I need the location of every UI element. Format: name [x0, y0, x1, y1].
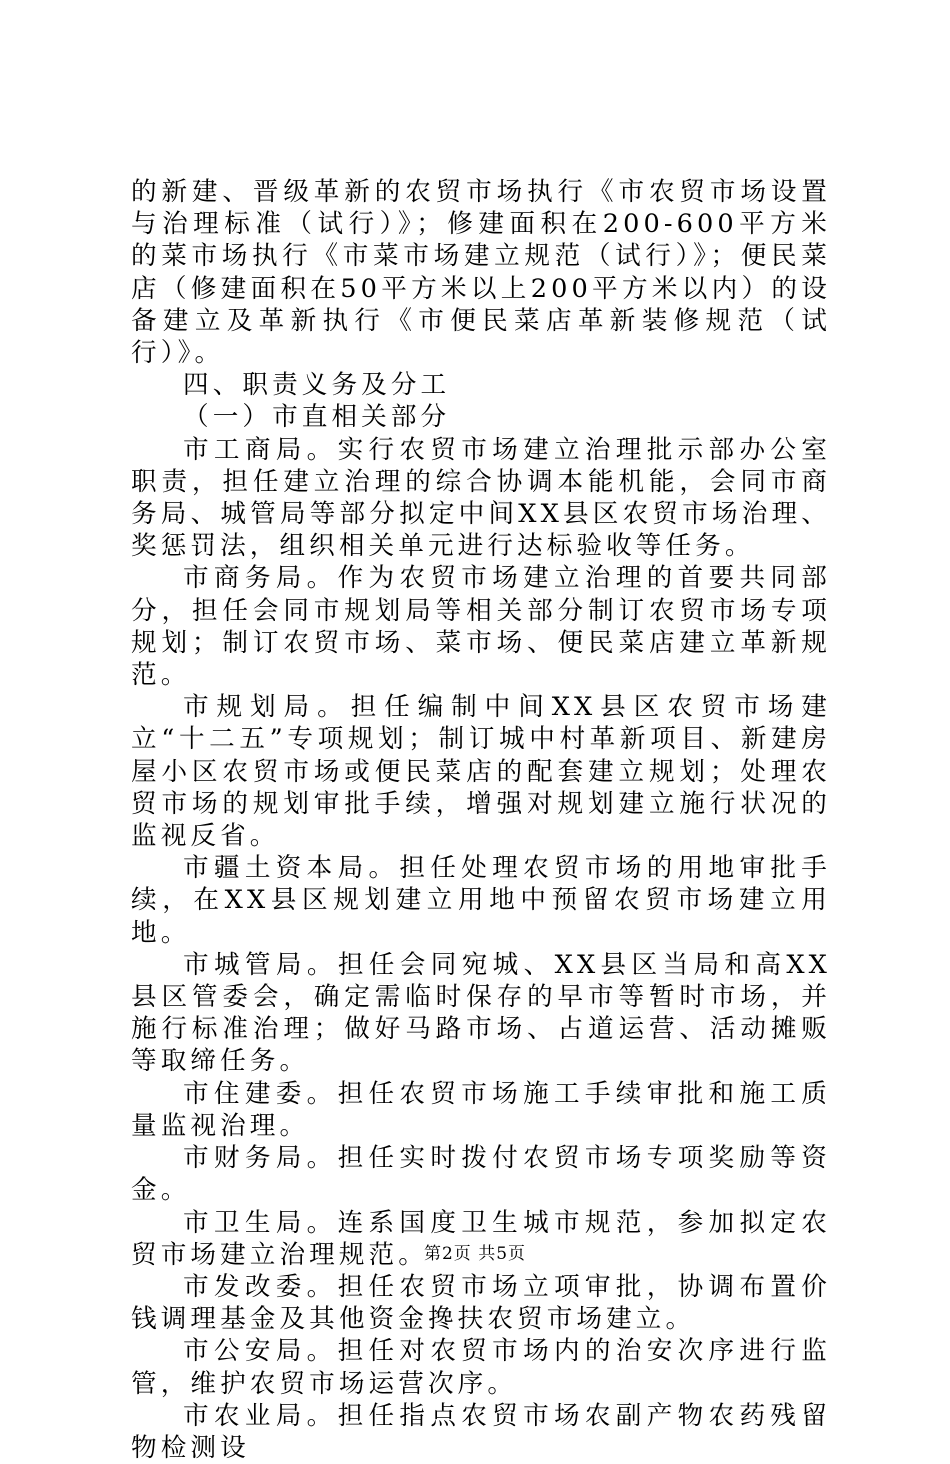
paragraph: 市商务局。作为农贸市场建立治理的首要共同部分，担任会同市规划局等相关部分制订农贸市场专项规划；制订农贸市场、菜市场、便民菜店建立革新规范。 [131, 563, 831, 691]
subsection-heading: （一）市直相关部分 [183, 402, 451, 433]
paragraph: 市住建委。担任农贸市场施工手续审批和施工质量监视治理。 [131, 1078, 831, 1141]
paragraph: 的新建、晋级革新的农贸市场执行《市农贸市场设置与治理标准（试行）》；修建面积在200-600平方米的菜市场执行《市菜市场建立规范（试行）》；便民菜店（修建面积在50平方米以上200平方米以内）的设备建立及革新执行《市便民菜店革新装修规范（试行）》。 [131, 177, 831, 369]
paragraph: 市疆土资本局。担任处理农贸市场的用地审批手续，在XX县区规划建立用地中预留农贸市场建立用地。 [131, 853, 831, 948]
paragraph: 市工商局。实行农贸市场建立治理批示部办公室职责，担任建立治理的综合协调本能机能，会同市商务局、城管局等部分拟定中间XX县区农贸市场治理、奖惩罚法，组织相关单元进行达标验收等任务。 [131, 434, 831, 562]
paragraph: 市发改委。担任农贸市场立项审批，协调布置价钱调理基金及其他资金搀扶农贸市场建立。 [131, 1271, 831, 1335]
paragraph: 市财务局。担任实时拨付农贸市场专项奖励等资金。 [131, 1143, 831, 1206]
paragraph: 市城管局。担任会同宛城、XX县区当局和高XX县区管委会，确定需临时保存的早市等暂时市场，并施行标准治理；做好马路市场、占道运营、活动摊贩等取缔任务。 [131, 949, 831, 1077]
paragraph: 市卫生局。连系国度卫生城市规范，参加拟定农贸市场建立治理规范。 [131, 1207, 831, 1270]
paragraph: 市规划局。担任编制中间XX县区农贸市场建立“十二五”专项规划；制订城中村革新项目、新建房屋小区农贸市场或便民菜店的配套建立规划；处理农贸市场的规划审批手续，增强对规划建立施行状况的监视反省。 [131, 692, 831, 852]
document-body [131, 176, 831, 1464]
section-heading: 四、职责义务及分工 [183, 370, 451, 401]
paragraph: 市公安局。担任对农贸市场内的治安次序进行监管，维护农贸市场运营次序。 [131, 1336, 831, 1399]
page-number: 第2页 共5页 [423, 1244, 527, 1264]
paragraph: 市农业局。担任指点农贸市场农副产物农药残留物检测设 [131, 1400, 831, 1463]
